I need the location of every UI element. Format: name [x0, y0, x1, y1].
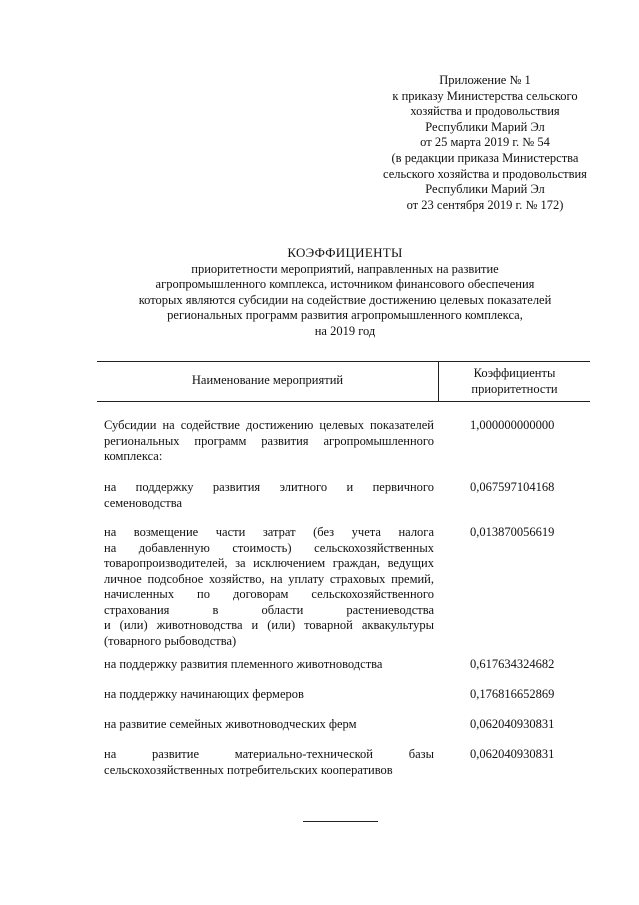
- row-line: Субсидии на содействие достижению целевых показателей: [104, 418, 434, 432]
- appendix-line: Республики Марий Эл: [425, 119, 545, 134]
- table-row-name: [104, 480, 434, 511]
- table-row-value: 1,000000000000: [470, 418, 555, 432]
- appendix-line: от 23 сентября 2019 г. № 172): [406, 197, 564, 212]
- table-row-value: 0,617634324682: [470, 657, 555, 671]
- row-line: на добавленную стоимость) сельскохозяйственных: [104, 540, 434, 555]
- title-main: КОЭФФИЦИЕНТЫ: [287, 245, 403, 260]
- title-line: агропромышленного комплекса, источником финансового обеспечения: [155, 277, 535, 291]
- row-line: на поддержку развития элитного и первичного: [104, 480, 434, 494]
- row-line: и (или) животноводства и (или) товарной аквакультуры: [104, 618, 434, 632]
- row-line: на развитие семейных животноводческих ферм: [104, 717, 357, 731]
- end-of-document-line: [303, 821, 378, 822]
- title-line: которых являются субсидии на содействие достижению целевых показателей: [138, 292, 552, 307]
- table-row-value: 0,176816652869: [470, 687, 555, 701]
- row-line: страхования в области растениеводства: [104, 602, 434, 617]
- row-line: на развитие материально-технической базы: [104, 747, 434, 761]
- table-row-value: 0,062040930831: [470, 747, 555, 761]
- table-row-name: [104, 418, 434, 465]
- row-line: товаропроизводителей, за исключением граждан, ведущих: [104, 556, 434, 570]
- table-row-value: 0,013870056619: [470, 525, 555, 539]
- table-row-value: 0,067597104168: [470, 480, 555, 494]
- appendix-line: (в редакции приказа Министерства: [391, 150, 579, 165]
- row-line: региональных программ развития агропромышленного: [104, 433, 434, 448]
- title-line: приоритетности мероприятий, направленных на развитие: [191, 261, 499, 276]
- header-coefficient-line: приоритетности: [471, 381, 558, 396]
- table-row-name: [104, 717, 434, 733]
- table-header-rule: [97, 401, 590, 402]
- title-line: региональных программ развития агропромышленного комплекса,: [167, 308, 523, 322]
- row-line: на поддержку начинающих фермеров: [104, 687, 304, 701]
- table-top-rule: [97, 361, 590, 362]
- row-line: личное подсобное хозяйство, на уплату страховых премий,: [104, 571, 434, 586]
- appendix-line: сельского хозяйства и продовольствия: [383, 166, 587, 181]
- appendix-line: от 25 марта 2019 г. № 54: [420, 135, 550, 150]
- row-line: комплекса:: [104, 449, 163, 463]
- row-line: начисленных по договорам сельскохозяйственного: [104, 587, 434, 601]
- header-coefficient: [439, 366, 590, 397]
- table-row-name: [104, 687, 434, 703]
- row-line: на поддержку развития племенного животноводства: [104, 657, 383, 671]
- table-row-name: [104, 657, 434, 673]
- title-line: на 2019 год: [314, 323, 376, 338]
- appendix-line: Республики Марий Эл: [425, 182, 545, 197]
- document-title: [60, 245, 630, 339]
- row-line: сельскохозяйственных потребительских кооперативов: [104, 762, 393, 777]
- row-line: (товарного рыбоводства): [104, 633, 237, 648]
- appendix-line: к приказу Министерства сельского: [392, 88, 578, 103]
- row-line: на возмещение части затрат (без учета налога: [104, 525, 434, 539]
- appendix-line: хозяйства и продовольствия: [410, 104, 560, 119]
- table-row-name: [104, 747, 434, 778]
- table-row-name: [104, 525, 434, 649]
- table-row-value: 0,062040930831: [470, 717, 555, 731]
- header-name: Наименование мероприятий: [191, 373, 344, 387]
- appendix-header: [360, 73, 610, 213]
- appendix-line: Приложение № 1: [439, 73, 531, 87]
- header-coefficient-line: Коэффициенты: [473, 366, 556, 380]
- row-line: семеноводства: [104, 495, 183, 510]
